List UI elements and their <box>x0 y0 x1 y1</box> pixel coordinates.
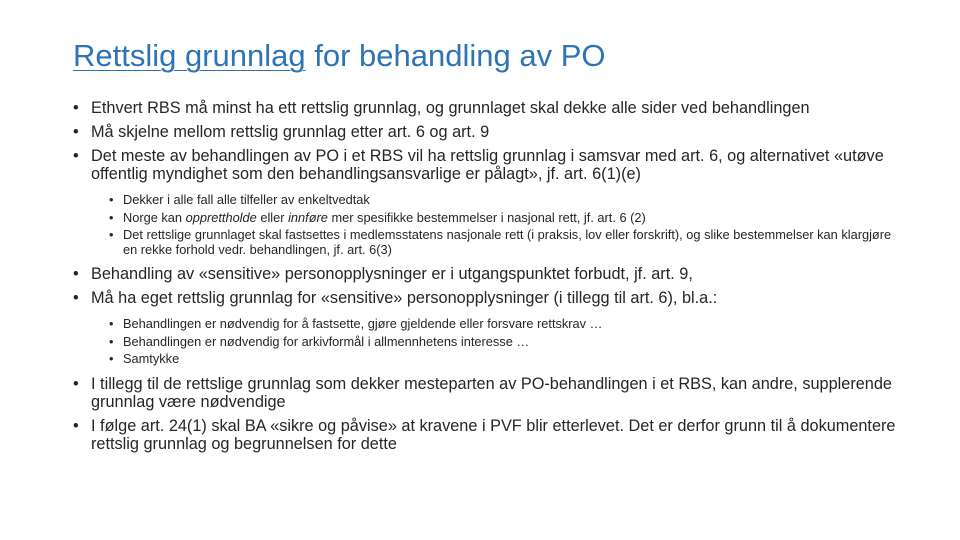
text-run: eller <box>256 209 289 225</box>
text-run: mer spesifikke bestemmelser i nasjonal rett, jf. art. 6 (2) <box>327 209 646 225</box>
sub-bullet-item: • Dekker i alle fall alle tilfeller av enkeltvedtak <box>109 193 903 208</box>
bullet-item: • Det meste av behandlingen av PO i et RBS vil ha rettslig grunnlag i samsvar med art. 6, og alternativet «utøve offentlig myndighet som den behandlingsansvarlige er pålagt», jf. art. 6(1)(e) <box>73 147 903 183</box>
emphasis-text: innføre <box>288 209 328 225</box>
sub-bullet-item: • Samtykke <box>109 352 903 367</box>
bullet-item: • Må ha eget rettslig grunnlag for «sensitive» personopplysninger (i tillegg til art. 6), bl.a.: <box>73 289 903 307</box>
slide-title <box>73 38 606 74</box>
sub-bullet-list <box>73 317 903 367</box>
bullet-item: • I tillegg til de rettslige grunnlag som dekker mesteparten av PO-behandlingen i et RBS, kan andre, supplerende grunnlag være nødvendige <box>73 375 903 411</box>
emphasis-text: opprettholde <box>185 209 257 225</box>
slide-body <box>73 99 903 459</box>
sub-bullet-list <box>73 193 903 257</box>
sub-bullet-item <box>109 211 903 226</box>
bullet-item: • Ethvert RBS må minst ha ett rettslig grunnlag, og grunnlaget skal dekke alle sider ved behandlingen <box>73 99 903 117</box>
bullet-item: • Må skjelne mellom rettslig grunnlag etter art. 6 og art. 9 <box>73 123 903 141</box>
sub-bullet-item: • Det rettslige grunnlaget skal fastsettes i medlemsstatens nasjonale rett (i praksis, lov eller forskrift), og slike bestemmelser kan klargjøre en rekke forhold vedr. behandlingen, jf. art. 6(3) <box>109 228 903 257</box>
title-underlined-term: Rettslig grunnlag <box>73 38 306 73</box>
bullet-item: • I følge art. 24(1) skal BA «sikre og påvise» at kravene i PVF blir etterlevet. Det er derfor grunn til å dokumentere rettslig grunnlag og begrunnelsen for dette <box>73 417 903 453</box>
title-rest: for behandling av PO <box>305 38 606 73</box>
sub-bullet-item: • Behandlingen er nødvendig for arkivformål i allmennhetens interesse … <box>109 335 903 350</box>
bullet-item: • Behandling av «sensitive» personopplysninger er i utgangspunktet forbudt, jf. art. 9, <box>73 265 903 283</box>
text-run: Norge kan <box>123 209 186 225</box>
sub-bullet-item: • Behandlingen er nødvendig for å fastsette, gjøre gjeldende eller forsvare rettskrav … <box>109 317 903 332</box>
